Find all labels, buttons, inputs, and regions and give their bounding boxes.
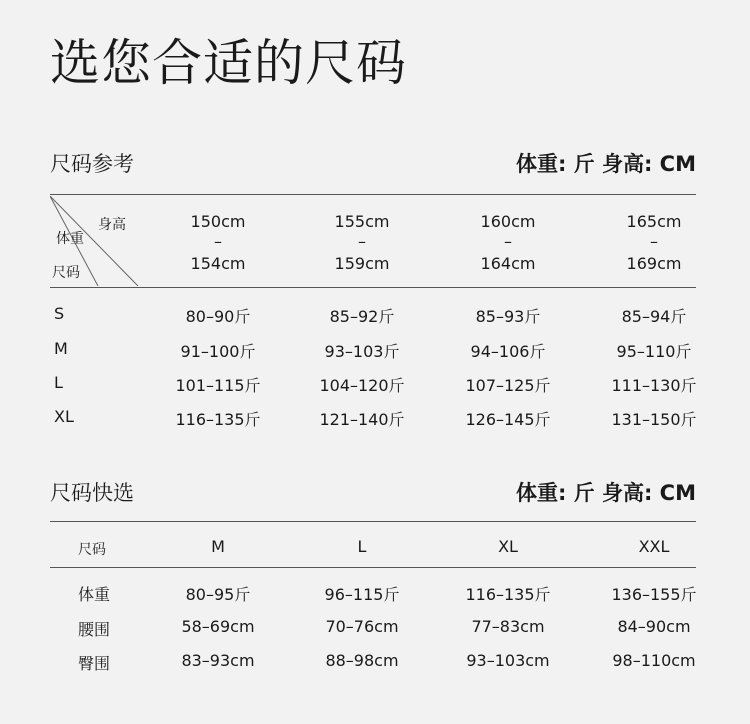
quick-size-col: XL <box>498 537 518 556</box>
ref-top-rule <box>50 194 696 195</box>
quick-cell: 93–103cm <box>466 651 550 670</box>
ref-cell: 104–120斤 <box>319 376 405 395</box>
ref-corner-cell <box>50 196 140 286</box>
ref-cell: 95–110斤 <box>616 342 692 361</box>
col-2-dash: – <box>358 232 366 251</box>
ref-cell: 85–93斤 <box>475 307 541 326</box>
quick-header <box>50 477 696 507</box>
ref-row-size: XL <box>54 407 74 426</box>
ref-cell: 93–103斤 <box>324 342 400 361</box>
col-3-bottom: 164cm <box>480 254 536 273</box>
ref-cell: 111–130斤 <box>611 376 697 395</box>
quick-size-label: 尺码 <box>78 542 106 558</box>
ref-header-rule <box>50 287 696 288</box>
ref-row-size: M <box>54 339 68 358</box>
col-1-top: 150cm <box>190 212 246 231</box>
ref-row-size: L <box>54 373 63 392</box>
quick-size-col: M <box>211 537 225 556</box>
quick-row-label: 体重 <box>78 585 111 604</box>
corner-size-label: 尺码 <box>52 265 80 281</box>
quick-cell: 83–93cm <box>181 651 255 670</box>
quick-size-col: L <box>357 537 367 556</box>
quick-cell: 80–95斤 <box>185 585 251 604</box>
ref-cell: 80–90斤 <box>185 307 251 326</box>
ref-row-size: S <box>54 304 65 323</box>
page-title: 选您合适的尺码 <box>50 34 407 92</box>
quick-cell: 88–98cm <box>325 651 399 670</box>
col-3-dash: – <box>504 232 512 251</box>
ref-header <box>50 148 696 178</box>
quick-row-label: 腰围 <box>78 620 111 639</box>
ref-heading: 尺码参考 <box>50 152 134 176</box>
col-2-bottom: 159cm <box>334 254 390 273</box>
corner-weight-label: 体重 <box>56 231 84 247</box>
col-1-bottom: 154cm <box>190 254 246 273</box>
quick-units: 体重: 斤 身高: CM <box>515 481 696 505</box>
corner-height-label: 身高 <box>98 217 126 233</box>
col-1-dash: – <box>214 232 222 251</box>
col-4-bottom: 169cm <box>626 254 682 273</box>
ref-cell: 131–150斤 <box>611 410 697 429</box>
quick-cell: 77–83cm <box>471 617 545 636</box>
quick-cell: 84–90cm <box>617 617 691 636</box>
quick-cell: 58–69cm <box>181 617 255 636</box>
quick-header-rule <box>50 567 696 568</box>
ref-cell: 126–145斤 <box>465 410 551 429</box>
ref-cell: 101–115斤 <box>175 376 261 395</box>
quick-top-rule <box>50 521 696 522</box>
quick-cell: 116–135斤 <box>465 585 551 604</box>
ref-cell: 85–94斤 <box>621 307 687 326</box>
quick-cell: 136–155斤 <box>611 585 697 604</box>
ref-cell: 121–140斤 <box>319 410 405 429</box>
col-4-top: 165cm <box>626 212 682 231</box>
col-4-dash: – <box>650 232 658 251</box>
ref-cell: 116–135斤 <box>175 410 261 429</box>
quick-heading: 尺码快选 <box>50 481 134 505</box>
quick-size-col: XXL <box>638 537 670 556</box>
ref-cell: 85–92斤 <box>329 307 395 326</box>
ref-cell: 94–106斤 <box>470 342 546 361</box>
ref-cell: 91–100斤 <box>180 342 256 361</box>
col-2-top: 155cm <box>334 212 390 231</box>
ref-units: 体重: 斤 身高: CM <box>515 152 696 176</box>
quick-cell: 96–115斤 <box>324 585 400 604</box>
quick-cell: 70–76cm <box>325 617 399 636</box>
quick-row-label: 臀围 <box>78 654 111 673</box>
quick-cell: 98–110cm <box>612 651 696 670</box>
col-3-top: 160cm <box>480 212 536 231</box>
ref-cell: 107–125斤 <box>465 376 551 395</box>
